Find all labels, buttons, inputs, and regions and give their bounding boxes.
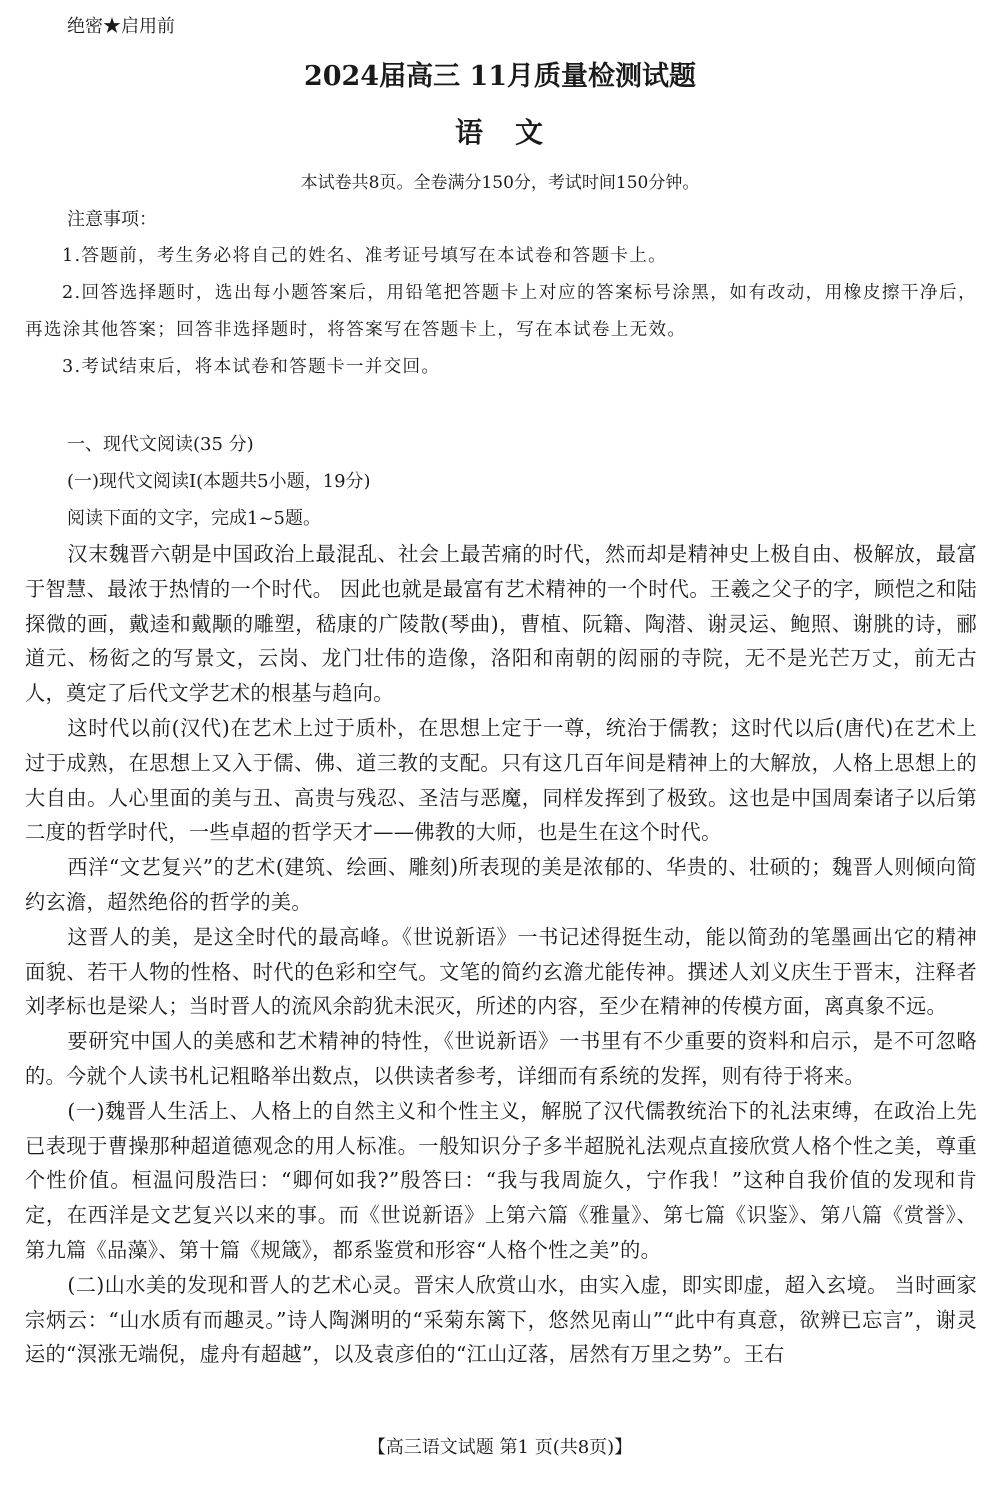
page-footer: 【高三语文试题 第1 页(共8页)】 [367, 1437, 633, 1458]
passage-paragraph: 要研究中国人的美感和艺术精神的特性，《世说新语》一书里有不少重要的资料和启示，是不可忽略的。今就个人读书札记粗略举出数点，以供读者参考，详细而有系统的发挥，则有待于将来。 [25, 1029, 977, 1088]
subject-char-1: 语 [454, 116, 485, 149]
notice-heading: 注意事项： [67, 209, 157, 230]
section-heading: 一、现代文阅读(35 分) [67, 434, 254, 455]
passage-paragraph: (二)山水美的发现和晋人的艺术心灵。晋宋人欣赏山水，由实入虚，即实即虚，超入玄境。 当时画家宗炳云：“山水质有而趣灵。”诗人陶渊明的“采菊东篱下，悠然见南山”“此中有真意，欲辨已忘言”，谢灵运的“溟涨无端倪，虚舟有超越”，以及袁彦伯的“江山辽落，居然有万里之势”。王右 [25, 1272, 977, 1367]
reading-instruction: 阅读下面的文字，完成1~5题。 [67, 508, 321, 529]
notice-item-1: 1.答题前，考生务必将自己的姓名、准考证号填写在本试卷和答题卡上。 [61, 246, 668, 266]
confidential-label: 绝密★启用前 [67, 16, 175, 37]
passage-paragraph: 西洋“文艺复兴”的艺术(建筑、绘画、雕刻)所表现的美是浓郁的、华贵的、壮硕的；魏晋人则倾向简约玄澹，超然绝俗的哲学的美。 [25, 855, 977, 914]
section-sub-heading: (一)现代文阅读Ⅰ(本题共5小题，19分) [67, 471, 371, 492]
notice-item-3: 3.考试结束后，将本试卷和答题卡一并交回。 [61, 357, 441, 377]
notice-item-2: 2.回答选择题时，选出每小题答案后，用铅笔把答题卡上对应的答案标号涂黑，如有改动，用橡皮擦干净后，再选涂其他答案；回答非选择题时，将答案写在答题卡上，写在本试卷上无效。 [25, 283, 977, 340]
passage-paragraph: 这晋人的美，是这全时代的最高峰。《世说新语》一书记述得挺生动，能以简劲的笔墨画出它的精神面貌、若干人物的性格、时代的色彩和空气。文笔的简约玄澹尤能传神。撰述人刘义庆生于晋末，注释者刘孝标也是梁人；当时晋人的流风余韵犹未泯灭，所述的内容，至少在精神的传模方面，离真象不远。 [25, 924, 977, 1019]
exam-title: 2024届高三 11月质量检测试题 [303, 61, 697, 92]
passage-paragraph: 汉末魏晋六朝是中国政治上最混乱、社会上最苦痛的时代，然而却是精神史上极自由、极解放，最富于智慧、最浓于热情的一个时代。 因此也就是最富有艺术精神的一个时代。王羲之父子的字，顾恺之和陆探微的画，戴逵和戴颙的雕塑，嵇康的广陵散(琴曲)，曹植、阮籍、陶潜、谢灵运、鲍照、谢朓的诗，郦道元、杨衒之的写景文，云岗、龙门壮伟的造像，洛阳和南朝的闳丽的寺院，无不是光芒万丈，前无古人，奠定了后代文学艺术的根基与趋向。 [25, 542, 977, 706]
reading-passage [25, 537, 977, 1372]
exam-info: 本试卷共8页。全卷满分150分，考试时间150分钟。 [300, 173, 700, 193]
passage-paragraph: (一)魏晋人生活上、人格上的自然主义和个性主义，解脱了汉代儒教统治下的礼法束缚，在政治上先已表现于曹操那种超道德观念的用人标准。一般知识分子多半超脱礼法观点直接欣赏人格个性之美，尊重个性价值。桓温问殷浩曰：“卿何如我?”殷答曰：“我与我周旋久，宁作我！”这种自我价值的发现和肯定，在西洋是文艺复兴以来的事。而《世说新语》上第六篇《雅量》、第七篇《识鉴》、第八篇《赏誉》、第九篇《品藻》、第十篇《规箴》，都系鉴赏和形容“人格个性之美”的。 [25, 1098, 977, 1262]
subject-title [0, 111, 1000, 151]
passage-paragraph: 这时代以前(汉代)在艺术上过于质朴，在思想上定于一尊，统治于儒教；这时代以后(唐代)在艺术上过于成熟，在思想上又入于儒、佛、道三教的支配。只有这几百年间是精神上的大解放，人格上思想上的大自由。人心里面的美与丑、高贵与残忍、圣洁与恶魔，同样发挥到了极致。这也是中国周秦诸子以后第二度的哲学时代，一些卓超的哲学天才——佛教的大师，也是生在这个时代。 [25, 715, 977, 845]
subject-char-2: 文 [515, 116, 546, 149]
notice-list [25, 238, 977, 386]
